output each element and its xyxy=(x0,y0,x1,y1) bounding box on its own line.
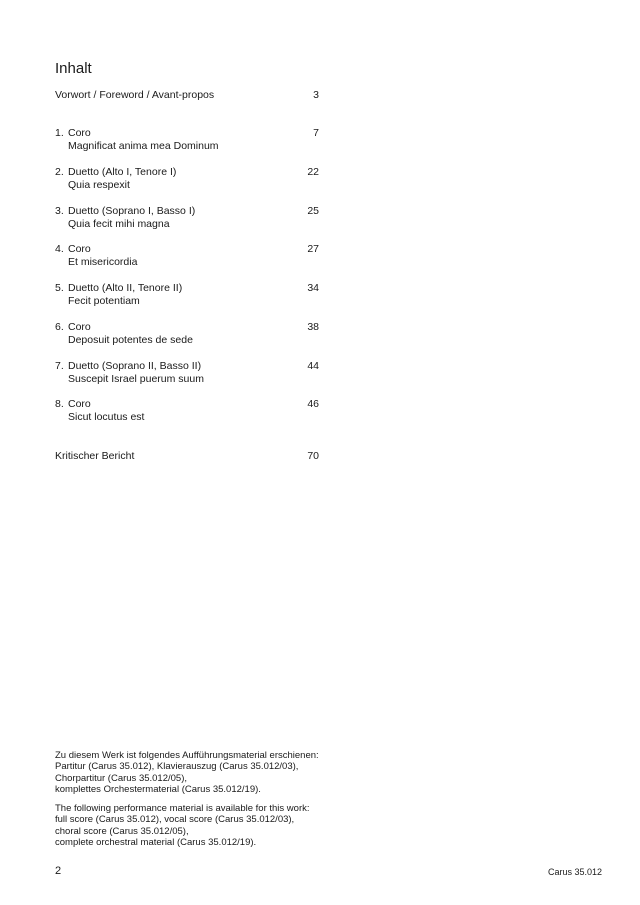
toc-entry-page: 7 xyxy=(313,127,319,139)
toc-entry xyxy=(55,205,319,233)
toc-entry xyxy=(55,360,319,388)
toc-entry-subtitle: Quia respexit xyxy=(68,179,130,191)
catalog-number: Carus 35.012 xyxy=(547,867,602,877)
toc-entry-number: 2. xyxy=(55,166,64,178)
toc-preface-label: Vorwort / Foreword / Avant-propos xyxy=(55,89,215,101)
toc-entry-page: 22 xyxy=(307,166,319,178)
material-line: Partitur (Carus 35.012), Klavierauszug (Carus 35.012/03), xyxy=(55,761,299,773)
toc-entry-title: Coro xyxy=(68,243,91,255)
toc-entry xyxy=(55,127,319,155)
toc-entry xyxy=(55,398,319,426)
toc-entry xyxy=(55,282,319,310)
material-line: Chorpartitur (Carus 35.012/05), xyxy=(55,772,188,784)
toc-entry xyxy=(55,321,319,349)
performance-material-english xyxy=(55,803,355,849)
toc-entry-page: 34 xyxy=(307,282,319,294)
toc-entry-page: 38 xyxy=(307,321,319,333)
toc-preface-page: 3 xyxy=(313,89,319,101)
toc-entry-subtitle: Magnificat anima mea Dominum xyxy=(68,140,219,152)
toc-entry-title: Duetto (Alto II, Tenore II) xyxy=(68,282,183,294)
toc-entry-page: 46 xyxy=(307,398,319,410)
toc-entry-subtitle: Et misericordia xyxy=(68,256,138,268)
toc-entry-page: 27 xyxy=(307,243,319,255)
material-line: full score (Carus 35.012), vocal score (Carus 35.012/03), xyxy=(55,814,295,826)
toc-entry-page: 44 xyxy=(307,360,319,372)
toc-entry-title: Duetto (Alto I, Tenore I) xyxy=(68,166,177,178)
performance-material-german xyxy=(55,750,355,796)
material-line: The following performance material is available for this work: xyxy=(55,803,310,814)
toc-entry-number: 4. xyxy=(55,243,64,255)
toc-entry-title: Duetto (Soprano II, Basso II) xyxy=(68,360,202,372)
toc-entry-title: Coro xyxy=(68,321,91,333)
toc-entry-title: Coro xyxy=(68,398,91,410)
toc-entry-subtitle: Suscepit Israel puerum suum xyxy=(68,373,204,385)
toc-entry-page: 25 xyxy=(307,205,319,217)
toc-entry-subtitle: Quia fecit mihi magna xyxy=(68,218,170,230)
toc-entry-title: Duetto (Soprano I, Basso I) xyxy=(68,205,196,217)
material-line: Zu diesem Werk ist folgendes Aufführungsmaterial erschienen: xyxy=(55,750,319,761)
toc-entry-number: 6. xyxy=(55,321,64,333)
toc-entry-subtitle: Sicut locutus est xyxy=(68,411,145,423)
toc-entry-number: 8. xyxy=(55,398,64,410)
material-line: complete orchestral material (Carus 35.012/19). xyxy=(55,837,257,849)
toc-entry-subtitle: Fecit potentiam xyxy=(68,295,140,307)
material-line: komplettes Orchestermaterial (Carus 35.012/19). xyxy=(55,784,261,796)
page-number: 2 xyxy=(55,865,62,877)
toc-entry-number: 5. xyxy=(55,282,64,294)
toc-entry-subtitle: Deposuit potentes de sede xyxy=(68,334,193,346)
toc-entry-title: Coro xyxy=(68,127,91,139)
toc-critical-report-page: 70 xyxy=(307,450,319,462)
page-title: Inhalt xyxy=(55,60,92,77)
toc-entry-number: 3. xyxy=(55,205,64,217)
toc-entry-number: 1. xyxy=(55,127,64,139)
material-line: choral score (Carus 35.012/05), xyxy=(55,825,189,837)
toc-entry-number: 7. xyxy=(55,360,64,372)
toc-entry xyxy=(55,166,319,194)
toc-entry xyxy=(55,243,319,271)
toc-critical-report-label: Kritischer Bericht xyxy=(55,450,135,462)
